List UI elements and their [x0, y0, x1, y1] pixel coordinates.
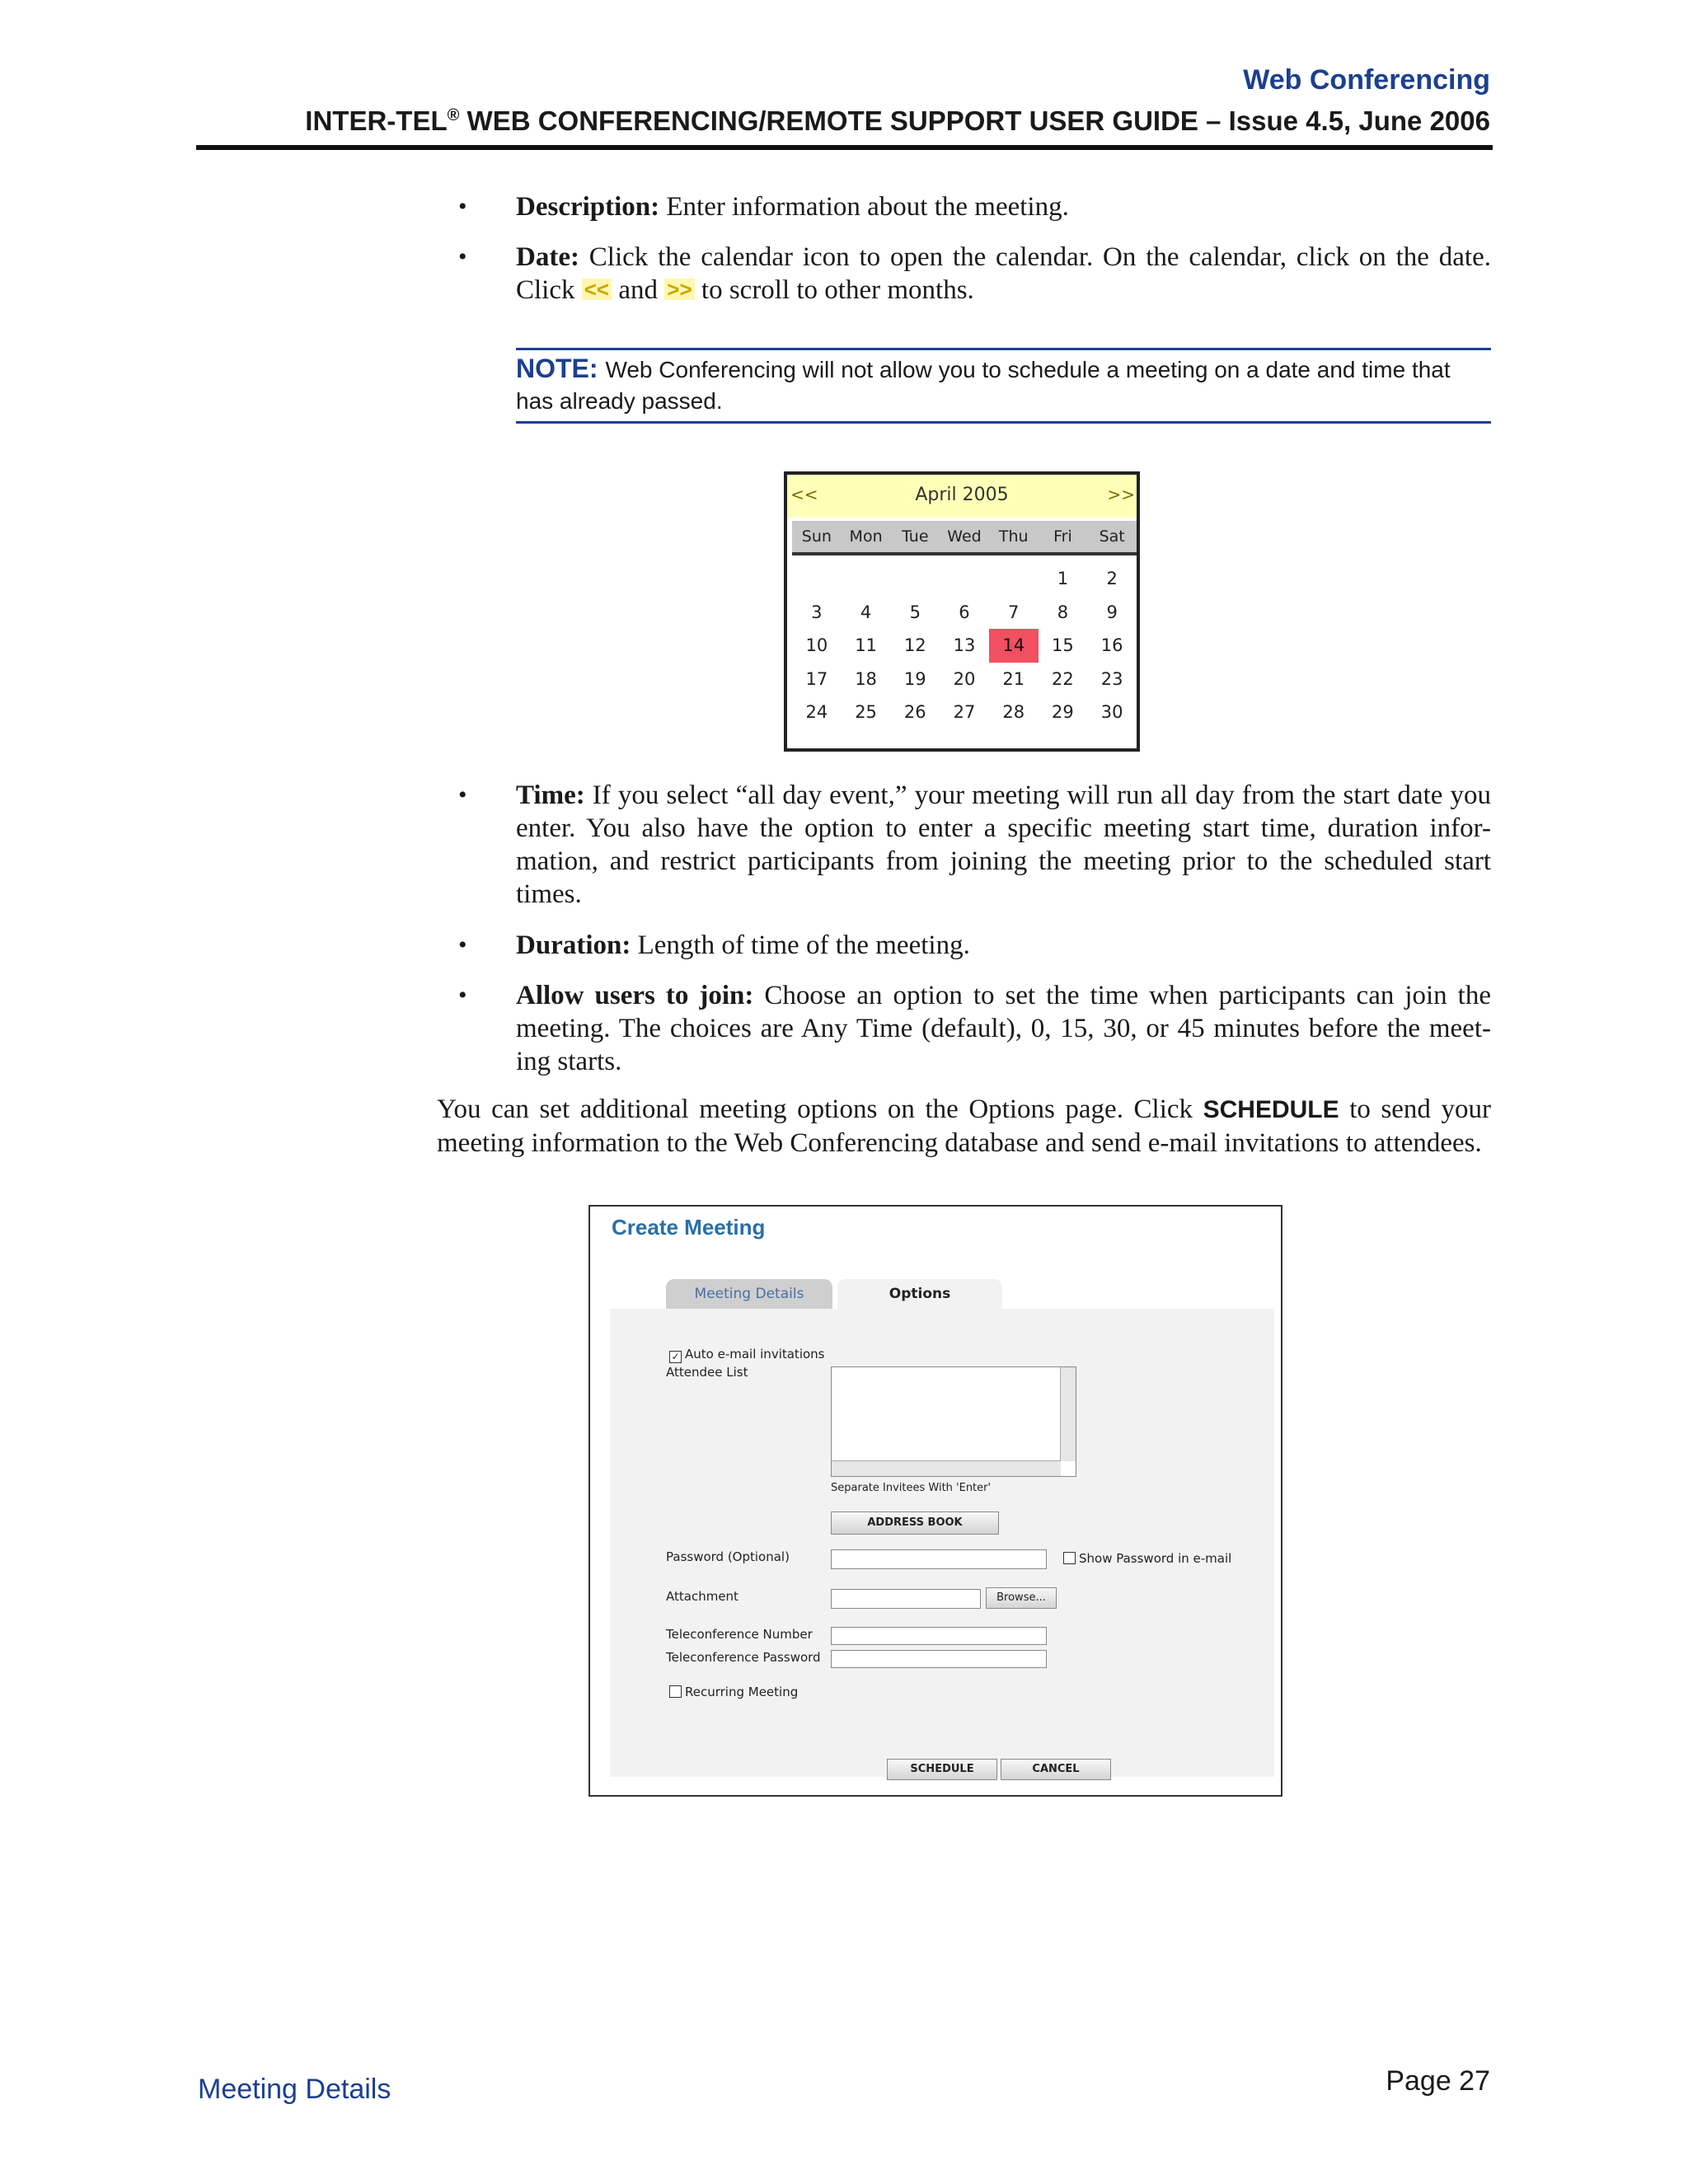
calendar-day[interactable]: 25: [855, 702, 877, 722]
calendar-empty-cell: [989, 562, 1039, 596]
calendar-day[interactable]: 28: [1002, 702, 1025, 722]
title-brand: INTER-TEL: [305, 105, 448, 136]
attendee-list-vertical-scrollbar[interactable]: [1060, 1367, 1076, 1461]
separate-invitees-hint: Separate Invitees With 'Enter': [831, 1482, 992, 1494]
calendar-day[interactable]: 9: [1106, 602, 1118, 622]
calendar-day[interactable]: 11: [855, 635, 877, 655]
attachment-input[interactable]: [831, 1589, 981, 1609]
allow-join-label: Allow users to join:: [516, 981, 754, 1010]
bullet-date: [458, 241, 1491, 307]
calendar-day[interactable]: 29: [1052, 702, 1074, 722]
password-input[interactable]: [831, 1549, 1047, 1569]
calendar-next-button[interactable]: >>: [1107, 485, 1135, 504]
calendar-day[interactable]: 17: [805, 668, 828, 689]
weekday-wed: Wed: [947, 527, 982, 546]
calendar-day[interactable]: 10: [805, 635, 828, 655]
show-password-label: Show Password in e-mail: [1079, 1551, 1232, 1566]
recurring-meeting-label: Recurring Meeting: [685, 1685, 799, 1699]
attachment-label: Attachment: [666, 1589, 738, 1604]
bullet-dot: •: [458, 931, 467, 958]
calendar-day[interactable]: 13: [953, 635, 976, 655]
schedule-keyword: SCHEDULE: [1203, 1096, 1339, 1123]
allow-join-text: Choose an option to set the time when participants can join the meeting. The choices are Any Time (default), 0, 15, 30, or 45 minutes before the meet-ing starts.: [516, 981, 1491, 1076]
calendar-empty-cell: [842, 562, 891, 596]
footer-section: Meeting Details: [198, 2074, 392, 2105]
calendar-widget: [784, 471, 1140, 752]
weekday-mon: Mon: [849, 527, 883, 546]
show-password-checkbox[interactable]: [1063, 1552, 1076, 1564]
calendar-day[interactable]: 23: [1100, 668, 1123, 689]
tab-meeting-details[interactable]: Meeting Details: [666, 1279, 832, 1309]
calendar-day[interactable]: 18: [855, 668, 877, 689]
duration-text: Length of time of the meeting.: [631, 930, 970, 960]
calendar-day[interactable]: 6: [959, 602, 970, 622]
calendar-day[interactable]: 15: [1052, 635, 1074, 655]
calendar-day[interactable]: 1: [1057, 569, 1069, 588]
calendar-day[interactable]: 3: [811, 602, 823, 622]
weekday-fri: Fri: [1053, 527, 1072, 546]
teleconference-password-input[interactable]: [831, 1650, 1047, 1668]
recurring-meeting-option[interactable]: [669, 1685, 798, 1699]
calendar-weekday-row: [792, 521, 1137, 555]
next-month-icon: >>: [664, 279, 694, 300]
calendar-date-grid: [792, 562, 1137, 729]
calendar-day[interactable]: 21: [1002, 668, 1025, 689]
auto-email-option[interactable]: [669, 1347, 824, 1363]
bullet-dot: •: [458, 243, 467, 270]
page-number: Page 27: [1386, 2065, 1490, 2097]
prev-month-icon: <<: [582, 279, 612, 300]
calendar-empty-cell: [890, 562, 940, 596]
time-text: If you select “all day event,” your meeting will run all day from the start date you enter. You also have the option to enter a specific meeting start time, duration infor-mation, and restrict participants from joining the meeting prior to the scheduled start times.: [516, 780, 1491, 909]
teleconference-password-label: Teleconference Password: [666, 1650, 821, 1665]
calendar-day[interactable]: 19: [903, 668, 926, 689]
tab-options[interactable]: Options: [837, 1279, 1002, 1309]
weekday-thu: Thu: [998, 527, 1029, 546]
calendar-day[interactable]: 7: [1008, 602, 1020, 622]
weekday-sun: Sun: [801, 527, 832, 546]
password-label: Password (Optional): [666, 1549, 790, 1564]
calendar-day[interactable]: 2: [1106, 569, 1118, 588]
bullet-dot: •: [458, 982, 467, 1009]
header-section-title: Web Conferencing: [1243, 64, 1490, 96]
title-rest: WEB CONFERENCING/REMOTE SUPPORT USER GUIDE – Issue 4.5, June 2006: [459, 105, 1490, 136]
date-text: Click the calendar icon to open the calendar. On the calendar, click on the date. Click: [516, 242, 1491, 305]
calendar-day[interactable]: 20: [953, 668, 976, 689]
bullet-time: [458, 779, 1491, 911]
attendee-list-label: Attendee List: [666, 1365, 748, 1380]
auto-email-checkbox[interactable]: ✓: [669, 1351, 682, 1363]
note-text: Web Conferencing will not allow you to schedule a meeting on a date and time that has already passed.: [516, 357, 1451, 414]
cancel-button[interactable]: CANCEL: [1001, 1759, 1111, 1780]
bullet-dot: •: [458, 193, 467, 220]
calendar-day[interactable]: 30: [1100, 702, 1123, 722]
paragraph-text-end: to send your meeting information to the Web Conferencing database and send e-mail invitations to attendees.: [437, 1094, 1491, 1158]
schedule-button[interactable]: SCHEDULE: [887, 1759, 997, 1780]
calendar-day[interactable]: 27: [953, 702, 976, 722]
weekday-sat: Sat: [1099, 527, 1125, 546]
registered-mark: ®: [447, 106, 460, 124]
date-text-and: and: [612, 275, 665, 305]
attendee-list-textarea[interactable]: [831, 1366, 1076, 1477]
teleconference-number-label: Teleconference Number: [666, 1627, 813, 1642]
calendar-prev-button[interactable]: <<: [790, 485, 818, 504]
bullet-allow-join: [458, 979, 1491, 1078]
bullet-dot: •: [458, 781, 467, 808]
teleconference-number-input[interactable]: [831, 1627, 1047, 1645]
calendar-month-label: April 2005: [915, 485, 1009, 505]
date-label: Date:: [516, 242, 579, 272]
calendar-header: [787, 475, 1137, 518]
show-password-option[interactable]: [1063, 1551, 1231, 1566]
create-meeting-window: [588, 1205, 1282, 1797]
address-book-button[interactable]: ADDRESS BOOK: [831, 1511, 999, 1535]
calendar-day[interactable]: 12: [903, 635, 926, 655]
calendar-day[interactable]: 8: [1057, 602, 1069, 622]
bullet-description: [458, 190, 1491, 223]
paragraph-text: You can set additional meeting options on the Options page. Click: [437, 1094, 1203, 1124]
calendar-empty-cell: [940, 562, 989, 596]
create-meeting-title: Create Meeting: [612, 1215, 766, 1240]
attendee-list-horizontal-scrollbar[interactable]: [832, 1460, 1061, 1476]
calendar-day[interactable]: 24: [805, 702, 828, 722]
auto-email-label: Auto e-mail invitations: [685, 1347, 825, 1361]
recurring-meeting-checkbox[interactable]: [669, 1685, 682, 1698]
calendar-day[interactable]: 5: [909, 602, 921, 622]
duration-label: Duration:: [516, 930, 631, 960]
description-text: Enter information about the meeting.: [659, 192, 1069, 222]
description-label: Description:: [516, 192, 660, 222]
note-label: NOTE:: [516, 354, 598, 383]
note-box: [516, 348, 1491, 424]
calendar-empty-cell: [792, 562, 842, 596]
calendar-day[interactable]: 14: [989, 629, 1039, 663]
header-document-title: [305, 105, 1490, 137]
calendar-day[interactable]: 4: [860, 602, 872, 622]
bullet-duration: [458, 929, 1491, 962]
header-rule: [196, 145, 1493, 150]
date-text-end: to scroll to other months.: [694, 275, 974, 305]
weekday-tue: Tue: [902, 527, 929, 546]
note-content: [516, 350, 1491, 417]
schedule-paragraph: [437, 1093, 1491, 1160]
calendar-day[interactable]: 26: [903, 702, 926, 722]
calendar-day[interactable]: 16: [1100, 635, 1123, 655]
calendar-day[interactable]: 22: [1052, 668, 1074, 689]
browse-button[interactable]: Browse...: [986, 1587, 1057, 1609]
time-label: Time:: [516, 780, 585, 810]
